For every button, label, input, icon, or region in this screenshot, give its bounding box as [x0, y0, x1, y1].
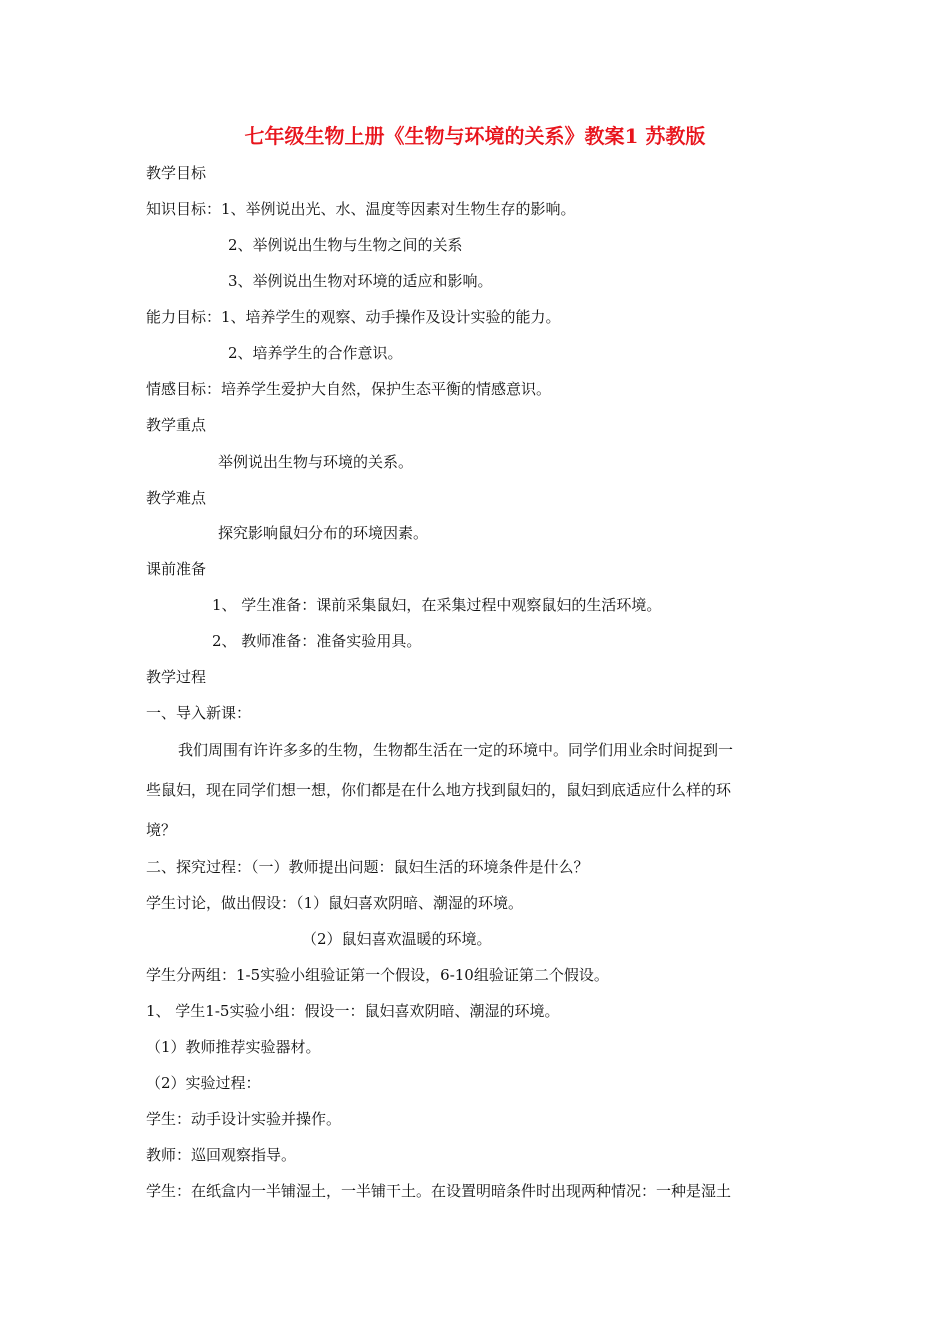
ability-goal-1: 能力目标：1、培养学生的观察、动手操作及设计实验的能力。: [146, 308, 561, 326]
heading-difficulties: 教学难点: [146, 489, 207, 507]
intro-paragraph-line-3: 境？: [146, 821, 177, 839]
section-intro: 一、导入新课：: [146, 704, 252, 722]
step-process: （2）实验过程：: [146, 1074, 261, 1092]
heading-preparation: 课前准备: [146, 560, 207, 578]
preparation-teacher: 2、 教师准备：准备实验用具。: [212, 632, 422, 650]
intro-paragraph-line-2: 些鼠妇，现在同学们想一想，你们都是在什么地方找到鼠妇的，鼠妇到底适应什么样的环: [146, 781, 732, 799]
group-1-hypothesis: 1、 学生1-5实验小组：假设一：鼠妇喜欢阴暗、潮湿的环境。: [146, 1002, 560, 1020]
hypothesis-2: （2）鼠妇喜欢温暖的环境。: [302, 930, 492, 948]
student-setup: 学生：在纸盒内一半铺湿土，一半铺干土。在设置明暗条件时出现两种情况：一种是湿土: [146, 1182, 732, 1200]
intro-paragraph-line-1: 我们周围有许许多多的生物，生物都生活在一定的环境中。同学们用业余时间捉到一: [178, 741, 734, 759]
preparation-student: 1、 学生准备：课前采集鼠妇，在采集过程中观察鼠妇的生活环境。: [212, 596, 662, 614]
difficulty-text: 探究影响鼠妇分布的环境因素。: [218, 524, 429, 542]
step-equipment: （1）教师推荐实验器材。: [146, 1038, 321, 1056]
heading-key-points: 教学重点: [146, 416, 207, 434]
emotion-goal: 情感目标：培养学生爱护大自然，保护生态平衡的情感意识。: [146, 380, 552, 398]
group-division: 学生分两组：1-5实验小组验证第一个假设，6-10组验证第二个假设。: [146, 966, 609, 984]
document-title: 七年级生物上册《生物与环境的关系》教案1 苏教版: [244, 124, 706, 148]
hypothesis-1: 学生讨论，做出假设：（1）鼠妇喜欢阴暗、潮湿的环境。: [146, 894, 524, 912]
teacher-action: 教师：巡回观察指导。: [146, 1146, 297, 1164]
student-action: 学生：动手设计实验并操作。: [146, 1110, 342, 1128]
knowledge-goal-2: 2、举例说出生物与生物之间的关系: [228, 236, 463, 254]
key-point-text: 举例说出生物与环境的关系。: [218, 453, 414, 471]
knowledge-goal-1: 知识目标：1、举例说出光、水、温度等因素对生物生存的影响。: [146, 200, 576, 218]
heading-teaching-process: 教学过程: [146, 668, 207, 686]
ability-goal-2: 2、培养学生的合作意识。: [228, 344, 403, 362]
section-inquiry: 二、探究过程：（一）教师提出问题：鼠妇生活的环境条件是什么？: [146, 858, 589, 876]
knowledge-goal-3: 3、举例说出生物对环境的适应和影响。: [228, 272, 493, 290]
heading-teaching-goals: 教学目标: [146, 164, 207, 182]
